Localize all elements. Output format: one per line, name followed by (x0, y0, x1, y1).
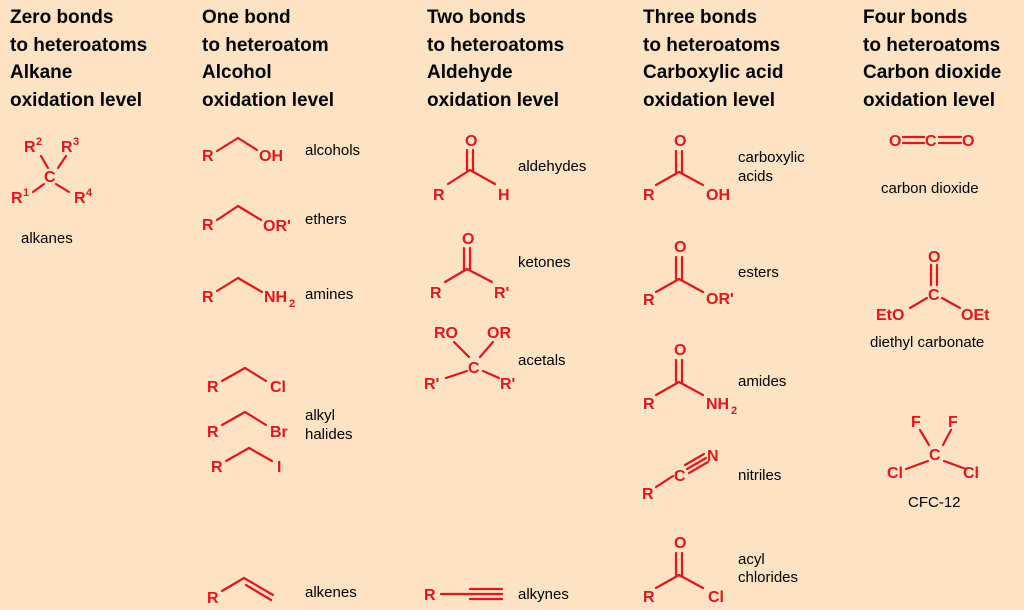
label-cfc-12: CFC-12 (908, 494, 961, 511)
header-line: Two bonds (427, 7, 526, 28)
atom-label: O (674, 342, 687, 359)
atom-label: R (643, 187, 655, 204)
label-acetals: acetals (518, 352, 566, 369)
cfc-12-structure (887, 414, 979, 482)
alkyl-iodide-structure (211, 448, 281, 476)
header-line: Three bonds (643, 7, 758, 28)
atom-label: R (202, 148, 214, 165)
label-diethyl-carbonate: diethyl carbonate (870, 334, 985, 351)
atom-label: O (674, 133, 687, 150)
atom-label: R' (494, 285, 510, 302)
atom-label: R (430, 285, 442, 302)
atom-label: C (468, 360, 480, 377)
aldehyde-structure (433, 133, 510, 204)
alkyne-structure (424, 587, 502, 604)
atom-label: OH (706, 187, 730, 204)
atom-label: R (202, 217, 214, 234)
ketone-structure (430, 231, 509, 302)
atom-label: R (207, 379, 219, 396)
amide-structure (643, 342, 737, 417)
atom-label: R (643, 589, 655, 606)
atom-label: Br (270, 424, 288, 441)
header-line: oxidation level (643, 89, 775, 111)
atom-label: R (11, 190, 23, 207)
atom-label: R' (424, 376, 440, 393)
atom-superscript: 2 (36, 136, 43, 148)
label-alkynes: alkynes (518, 586, 569, 603)
atom-subscript: 2 (289, 298, 296, 310)
atom-label: F (948, 414, 958, 431)
atom-label: N (707, 448, 719, 465)
carboxylic-acid-structure (643, 133, 730, 204)
atom-label: OR (487, 325, 511, 342)
header-line: Carbon dioxide (863, 62, 1002, 83)
atom-label: R (207, 590, 219, 607)
label-acyl-chlorides-line1: acyl (738, 551, 765, 568)
header-line: One bond (202, 7, 291, 28)
atom-label: NH (264, 289, 288, 306)
atom-label: OEt (961, 307, 990, 324)
header-line: Zero bonds (10, 7, 114, 28)
atom-label: Cl (963, 465, 979, 482)
atom-label: O (465, 133, 478, 150)
label-carboxylic-acids-line2: acids (738, 168, 774, 185)
header-line: oxidation level (863, 89, 995, 111)
header-line: Carboxylic acid (643, 62, 784, 83)
atom-label: R (207, 424, 219, 441)
alkyl-chloride-structure (207, 368, 286, 396)
header-line: to heteroatoms (427, 34, 565, 56)
diethyl-carbonate-structure (876, 249, 990, 324)
atom-label: I (277, 459, 282, 476)
atom-label: OR' (706, 291, 734, 308)
header-line: to heteroatoms (10, 34, 148, 56)
label-nitriles: nitriles (738, 467, 782, 484)
atom-label: C (44, 169, 56, 186)
atom-superscript: 4 (86, 187, 93, 199)
acetal-structure (424, 325, 515, 393)
label-carbon-dioxide: carbon dioxide (881, 180, 979, 197)
atom-label: R (202, 289, 214, 306)
header-line: oxidation level (427, 89, 559, 111)
header-line: Alkane (10, 62, 73, 83)
atom-label: C (929, 447, 941, 464)
atom-label: R (74, 190, 86, 207)
label-alcohols: alcohols (305, 142, 361, 159)
amine-structure (202, 278, 295, 310)
atom-label: OH (259, 148, 283, 165)
atom-label: R (643, 292, 655, 309)
header-line: to heteroatoms (643, 34, 781, 56)
atom-label: R (24, 139, 36, 156)
header-line: Alcohol (202, 62, 272, 83)
label-acyl-chlorides-line2: chlorides (738, 569, 799, 586)
label-carboxylic-acids-line1: carboxylic (738, 149, 805, 166)
atom-label: R (433, 187, 445, 204)
header-line: Aldehyde (427, 62, 513, 83)
atom-label: Cl (887, 465, 903, 482)
atom-label: O (674, 239, 687, 256)
atom-label: NH (706, 396, 730, 413)
acyl-chloride-structure (643, 535, 724, 606)
label-alkyl-halides-line2: halides (305, 426, 353, 443)
label-esters: esters (738, 264, 779, 281)
atom-label: O (889, 133, 902, 150)
label-amides: amides (738, 373, 787, 390)
alkane-structure (11, 136, 93, 207)
atom-label: C (674, 468, 686, 485)
atom-label: H (498, 187, 510, 204)
alkene-structure (207, 578, 273, 607)
label-alkenes: alkenes (305, 584, 357, 601)
label-amines: amines (305, 286, 354, 303)
ester-structure (643, 239, 734, 309)
atom-superscript: 1 (23, 187, 30, 199)
atom-subscript: 2 (731, 405, 738, 417)
atom-label: C (928, 287, 940, 304)
alcohol-structure (202, 138, 283, 165)
atom-label: R (643, 396, 655, 413)
atom-label: OR' (263, 218, 291, 235)
atom-label: O (962, 133, 975, 150)
header-line: oxidation level (10, 89, 142, 111)
atom-label: O (462, 231, 475, 248)
atom-label: O (674, 535, 687, 552)
atom-label: R (642, 486, 654, 503)
atom-label: Cl (270, 379, 286, 396)
header-line: oxidation level (202, 89, 334, 111)
atom-label: C (925, 133, 937, 150)
atom-label: R (61, 139, 73, 156)
header-line: Four bonds (863, 7, 968, 28)
atom-label: O (928, 249, 941, 266)
label-alkyl-halides-line1: alkyl (305, 407, 336, 424)
nitrile-structure (642, 448, 719, 503)
atom-label: RO (434, 325, 458, 342)
atom-superscript: 3 (73, 136, 80, 148)
atom-label: R' (500, 376, 516, 393)
atom-label: F (911, 414, 921, 431)
header-line: to heteroatom (202, 34, 329, 56)
label-aldehydes: aldehydes (518, 158, 587, 175)
atom-label: Cl (708, 589, 724, 606)
atom-label: R (424, 587, 436, 604)
header-line: to heteroatoms (863, 34, 1001, 56)
label-alkanes: alkanes (21, 230, 73, 247)
label-ethers: ethers (305, 211, 347, 228)
ether-structure (202, 206, 291, 235)
alkyl-bromide-structure (207, 412, 288, 441)
carbon-dioxide-structure (889, 133, 974, 150)
label-ketones: ketones (518, 254, 571, 271)
atom-label: R (211, 459, 223, 476)
atom-label: EtO (876, 307, 905, 324)
